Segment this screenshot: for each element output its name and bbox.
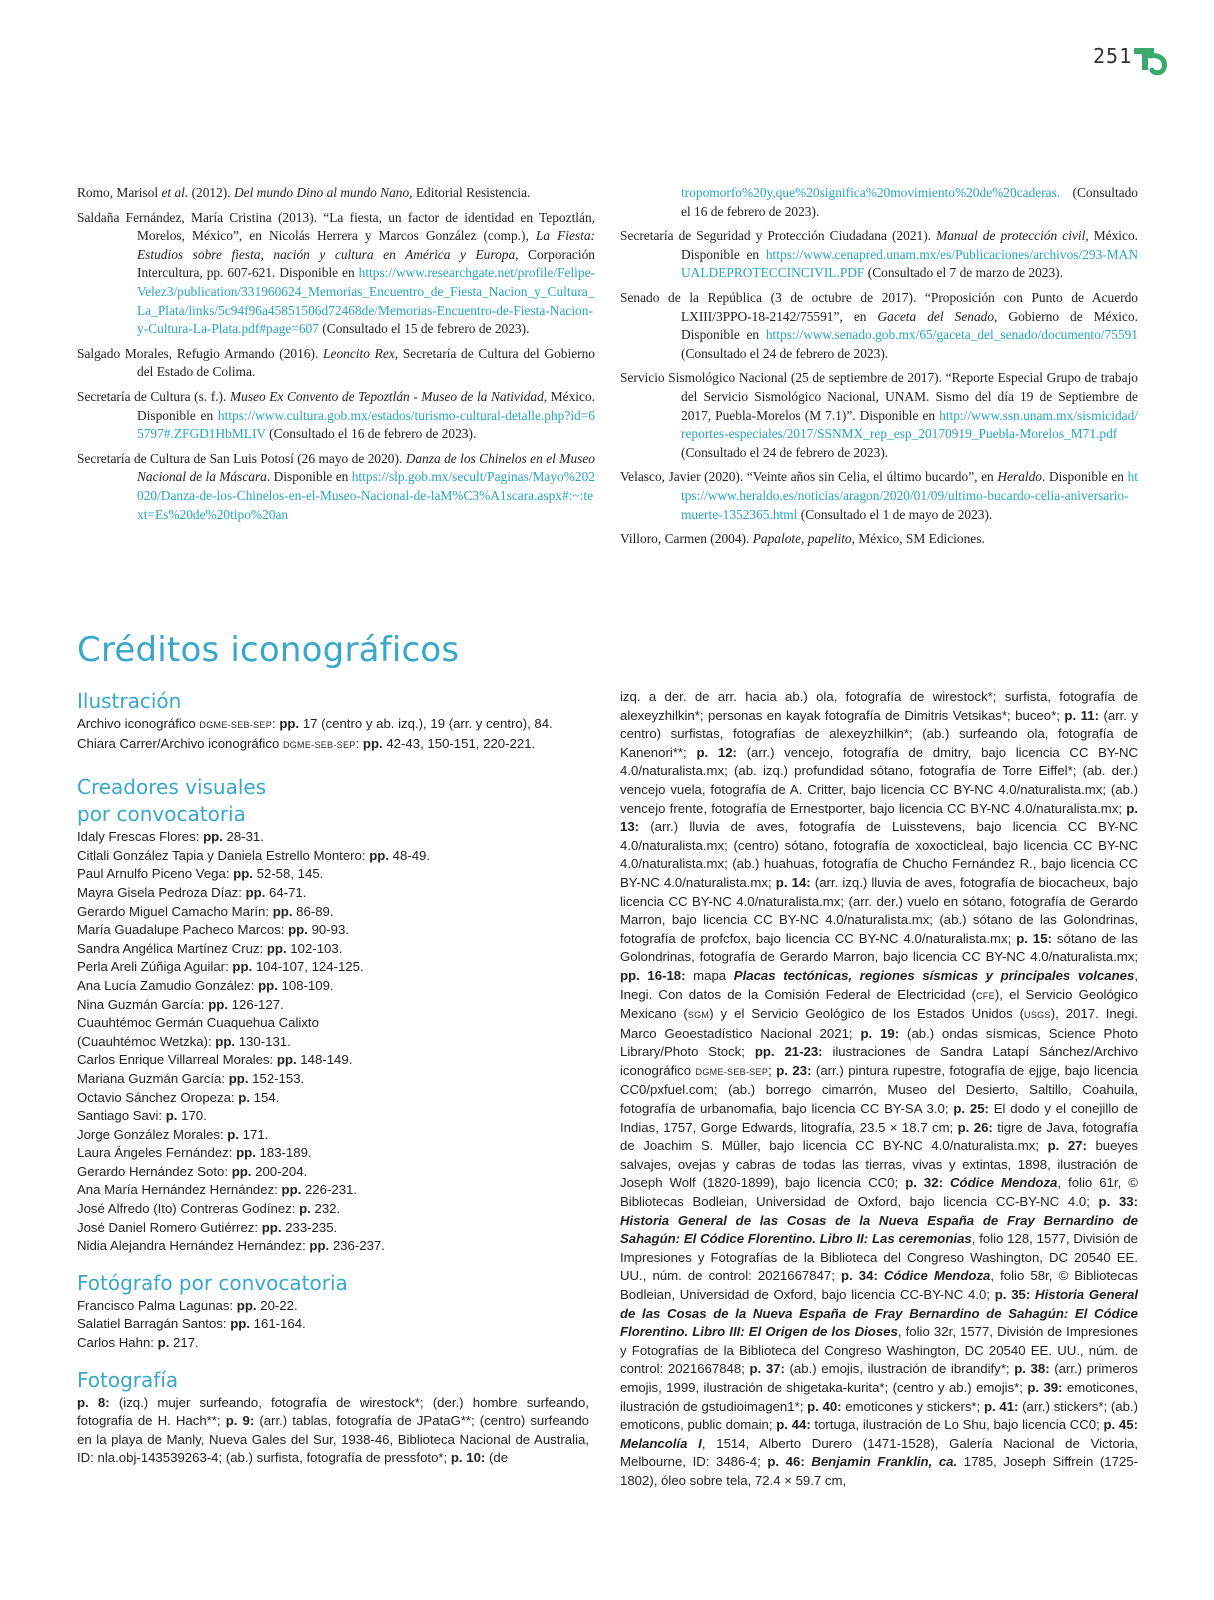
text-run: p. 45:: [1103, 1417, 1138, 1433]
text-run: (arr.) lluvia de aves, fotografía de Luisstevens, bajo licencia CC BY-NC 4.0/naturalista.mx; (centro) sótano, fotografía de xoxocticleal, bajo licencia CC BY-NC 4.0/naturalista.mx; (ab.) huahuas, fotografía de Chucho Fernández R., bajo licencia CC BY-NC 4.0/naturalista.mx;: [620, 819, 1138, 890]
reference-consulted: (Consultado el 24 de febrero de 2023).: [681, 444, 889, 460]
text-run: p. 10:: [450, 1450, 486, 1466]
credit-page-label: p.: [227, 1126, 239, 1142]
credit-page-label: pp.: [232, 959, 253, 975]
credit-item: [77, 1334, 589, 1353]
text-run: Historia General de las Cosas de la Nueva España de Fray Bernardino de Sahagún: El Códice Florentino. Libro III: El Origen de los Dioses: [620, 1287, 1139, 1340]
text-run: , folio 32r, 1577, División de Impresiones y Fotografías de la Biblioteca del Congreso Washington, DC 20540 EE. UU., núm. de control: 2021667848;: [620, 1324, 1138, 1377]
credit-name: Cuauhtémoc Germán Cuaquehua Calixto: [77, 1015, 319, 1031]
references-left-column: [77, 184, 595, 530]
text-run: p. 39:: [1027, 1379, 1063, 1395]
reference-publisher: , México. Disponible en: [681, 228, 1138, 262]
credit-pages: 102-103.: [286, 940, 343, 956]
reference-entry: [77, 450, 595, 524]
illustration-text: [77, 715, 589, 754]
credit-pages: 154.: [250, 1089, 280, 1105]
text-run: pp.: [279, 716, 300, 731]
text-run: DGME-SEB-SEP: [695, 1066, 769, 1077]
credit-page-label: p.: [299, 1201, 311, 1217]
text-run: mapa: [685, 967, 734, 983]
photography-text-left: [77, 1394, 589, 1468]
reference-entry: [620, 369, 1138, 462]
credit-item: [77, 958, 589, 977]
reference-link[interactable]: https://www.senado.gob.mx/65/gaceta_del_senado/documento/75591: [765, 327, 1138, 343]
text-run: DGME-SEB-SEP: [282, 739, 356, 750]
text-run: p. 19:: [860, 1025, 900, 1041]
text-run: p. 27:: [1047, 1138, 1087, 1154]
creators-list: [77, 828, 589, 1256]
text-run: pp. 16-18:: [620, 967, 686, 983]
text-run: Melancolía I: [620, 1435, 702, 1451]
text-run: ;: [768, 1062, 777, 1078]
credit-page-label: p.: [165, 1108, 178, 1124]
credit-item: [77, 1200, 589, 1219]
text-run: ), el Servicio Geológico Mexicano (: [620, 986, 1138, 1022]
credit-name: Francisco Palma Lagunas:: [77, 1297, 237, 1313]
credit-name: Santiago Savi:: [77, 1108, 166, 1124]
credit-item: [77, 1219, 589, 1238]
reference-entry: [77, 388, 595, 444]
reference-entry: [620, 468, 1138, 524]
text-run: p. 13:: [620, 800, 1138, 835]
credit-pages: 183-189.: [255, 1145, 312, 1161]
reference-publisher: , Gobierno de México. Disponible en: [681, 308, 1138, 343]
text-run: , folio 61r, © Bibliotecas Bodleian, Universidad de Oxford, bajo licencia CC-BY-NC 4.0;: [620, 1175, 1138, 1210]
credit-item: [77, 1014, 589, 1033]
reference-link[interactable]: tropomorfo%20y,que%20significa%20movimiento%20de%20caderas.: [681, 185, 1061, 200]
credit-item: [77, 1107, 589, 1126]
credit-name: Paul Arnulfo Piceno Vega:: [77, 866, 234, 882]
credit-item: [77, 977, 589, 996]
text-run: p. 11:: [1064, 707, 1099, 723]
creators-heading-line1: Creadores visuales: [77, 775, 267, 800]
reference-entry: [620, 289, 1138, 363]
text-run: p. 37:: [749, 1361, 785, 1377]
text-run: (arr. y centro) surfistas, fotografías de alexeyzhilkin*; (ab.) surfeando ola, fotografía de Kanenori**;: [620, 707, 1139, 760]
text-run: , folio 128, 1577, División de Impresiones y Fotografías de la Biblioteca del Congreso Washington, DC 20540 EE. UU., núm. de control: 2021667847;: [620, 1231, 1138, 1284]
text-run: (ab.) emojis, ilustración de ibrandify*;: [784, 1361, 1015, 1377]
credit-name: José Daniel Romero Gutiérrez:: [77, 1219, 262, 1235]
text-run: Códice Mendoza: [883, 1268, 991, 1284]
credit-page-label: p.: [238, 1089, 250, 1105]
reference-publisher: , Secretaría de Cultura del Gobierno del Estado de Colima.: [137, 345, 595, 380]
reference-year: (2012).: [188, 185, 234, 200]
credit-name: Citlali González Tapia y Daniela Estrello Montero:: [77, 847, 370, 863]
credit-page-label: pp.: [261, 1219, 282, 1235]
reference-entry: [620, 227, 1138, 283]
text-run: 17 (centro y ab. izq.), 19 (arr. y centro), 84. Chiara Carrer/Archivo iconográfico: [77, 716, 553, 751]
text-run: ilustraciones de Sandra Latapí Sánchez/Archivo iconográfico: [620, 1044, 1138, 1078]
credit-name: Gerardo Hernández Soto:: [77, 1163, 232, 1179]
credit-pages: 148-149.: [296, 1052, 353, 1068]
text-run: 1785, Joseph Siffrein (1725-1802), óleo sobre tela, 72.4 × 59.7 cm,: [620, 1454, 1138, 1488]
photography-text-right: [620, 688, 1138, 1491]
credit-name: (Cuauhtémoc Wetzka):: [77, 1033, 216, 1049]
text-run: :: [272, 716, 280, 731]
credit-name: Salatiel Barragán Santos:: [77, 1316, 231, 1332]
text-run: tortuga, ilustración de Lo Shu, bajo licencia CC0;: [810, 1417, 1104, 1433]
reference-title: Heraldo: [997, 469, 1042, 485]
credit-pages: 226-231.: [301, 1182, 358, 1198]
photography-heading: Fotografía: [77, 1367, 179, 1392]
credit-item: [77, 884, 589, 903]
reference-link[interactable]: https://slp.gob.mx/secult/Paginas/Mayo%202020/Danza-de-los-Chinelos-en-el-Museo-Nacional-de-laM%C3%A1scara.aspx#:~:text=Es%20de%20tipo%20an: [137, 469, 595, 522]
reference-consulted: (Consultado el 16 de febrero de 2023).: [681, 185, 1138, 219]
credit-name: Octavio Sánchez Oropeza:: [77, 1089, 239, 1105]
credit-name: Gerardo Miguel Camacho Marín:: [77, 903, 273, 919]
credit-pages: 52-58, 145.: [252, 866, 324, 882]
reference-author: Villoro, Carmen (2004).: [620, 531, 753, 547]
reference-link[interactable]: https://www.cultura.gob.mx/estados/turismo-cultural-detalle.php?id=65797#.ZFGD1HbMLIV: [137, 407, 595, 442]
credit-name: Carlos Hahn:: [77, 1335, 158, 1351]
text-run: , Inegi. Con datos de la Comisión Federal de Electricidad (: [620, 967, 1138, 1002]
reference-author: Secretaría de Cultura de San Luis Potosí (26 mayo de 2020).: [77, 450, 406, 466]
text-run: p. 9:: [225, 1413, 255, 1429]
text-run: Historia General de las Cosas de la Nueva España de Fray Bernardino de Sahagún: El Códice Florentino. Libro II: Las ceremonias: [620, 1212, 1138, 1247]
credit-pages: 152-153.: [248, 1070, 305, 1086]
reference-publisher: , Corporación Intercultura, pp. 607-621. Disponible en: [137, 246, 595, 281]
text-run: (arr. izq.) lluvia de aves, fotografía de biocacheux, bajo licencia CC BY-NC 4.0/naturalista.mx; (arr. der.) vuelo en sótano, fotografía de Gerardo Marron, bajo licencia CC BY-NC 4.0/naturalista.mx; (ab.) sótano de las Golondrinas, fotografía de profcfox, bajo licencia CC BY-NC 4.0/naturalista.mx;: [620, 874, 1138, 946]
text-run: (izq.) mujer surfeando, fotografía de wirestock*; (der.) hombre surfeando, fotografía de H. Hach**;: [77, 1394, 590, 1429]
text-run: tigre de Java, fotografía de Joachim S. Müller, bajo licencia CC BY-NC 4.0/naturalista.mx;: [620, 1119, 1138, 1154]
credit-item: [77, 921, 589, 940]
illustration-heading: Ilustración: [77, 689, 182, 713]
publisher-logo-icon: [1132, 44, 1168, 76]
text-run: (de: [485, 1450, 509, 1466]
credit-item: [77, 1126, 589, 1145]
credit-page-label: pp.: [281, 1182, 302, 1198]
text-run: CFE: [976, 990, 995, 1001]
reference-entry: [77, 345, 595, 382]
credit-page-label: pp.: [236, 1145, 256, 1161]
credit-page-label: pp.: [288, 922, 308, 938]
reference-link[interactable]: https://www.heraldo.es/noticias/aragon/2020/01/09/ultimo-bucardo-celia-aniversario-muerte-1352365.html: [681, 469, 1139, 522]
credit-item: [77, 1163, 589, 1182]
text-run: , 1514, Alberto Durero (1471-1528), Galería Nacional de Victoria, Melbourne, ID: 3486-4;: [620, 1435, 1138, 1470]
text-run: p. 26:: [957, 1119, 993, 1135]
credit-page-label: pp.: [203, 829, 223, 845]
text-run: p. 32:: [905, 1175, 943, 1191]
credit-name: Mariana Guzmán García:: [77, 1070, 229, 1086]
reference-title: Leoncito Rex: [323, 345, 395, 361]
credit-page-label: pp.: [309, 1238, 330, 1254]
credits-right-column: [620, 688, 1138, 1491]
credit-pages: 232.: [310, 1201, 341, 1217]
text-run: emoticones, ilustración de gstudioimagen1*;: [620, 1379, 1138, 1414]
references-right-column: [620, 184, 1138, 555]
text-run: :: [355, 735, 363, 751]
reference-author: Senado de la República (3 de octubre de 2017). “Proposición con Punto de Acuerdo LXIII/3PPO-18-2142/75591”, en: [620, 289, 1138, 324]
reference-publisher: , México, SM Ediciones.: [851, 531, 985, 547]
text-run: p. 8:: [77, 1394, 110, 1410]
text-run: p. 15:: [1016, 930, 1052, 946]
text-run: (arr.) primeros emojis, 1999, ilustración de shigetaka-kurita*; (centro y ab.) emojis*;: [620, 1361, 1138, 1395]
text-run: , folio 58r, © Bibliotecas Bodleian, Universidad de Oxford, bajo licencia CC-BY-NC 4.0;: [620, 1268, 1139, 1302]
credit-pages: 20-22.: [256, 1297, 298, 1313]
credit-pages: 126-127.: [227, 996, 284, 1012]
reference-author: Servicio Sismológico Nacional (25 de septiembre de 2017). “Reporte Especial Grupo de trabajo del Servicio Sismológico Nacional, UNAM. Sismo del día 19 de Septiembre de 2017, Puebla-Morelos (M 7.1)”. Disponible en: [620, 370, 1138, 423]
credit-name: Laura Ángeles Fernández:: [77, 1145, 237, 1161]
credit-pages: 104-107, 124-125.: [252, 959, 364, 975]
text-run: pp.: [362, 735, 383, 751]
credit-item: [77, 996, 589, 1015]
text-run: (arr.) stickers*; (ab.) emoticons, public domain;: [620, 1398, 1139, 1433]
text-run: p. 14:: [775, 874, 811, 890]
credit-page-label: pp.: [266, 940, 287, 956]
reference-consulted: (Consultado el 15 de febrero de 2023).: [318, 321, 530, 337]
reference-consulted: (Consultado el 16 de febrero de 2023).: [265, 426, 477, 442]
reference-etal: et al.: [161, 185, 189, 200]
text-run: p. 38:: [1014, 1361, 1050, 1377]
reference-link[interactable]: https://www.cenapred.unam.mx/es/Publicaciones/archivos/293-MANUALDEPROTECCINCIVIL.PDF: [681, 246, 1138, 281]
credits-left-column: [77, 688, 589, 1468]
credit-name: Perla Areli Zúñiga Aguilar:: [77, 959, 233, 975]
reference-title: Del mundo Dino al mundo Nano: [233, 185, 410, 200]
text-run: p. 23:: [776, 1062, 812, 1078]
credit-page-label: pp.: [258, 977, 278, 993]
reference-entry: [77, 184, 595, 203]
reference-link[interactable]: http://www.ssn.unam.mx/sismicidad/reportes-especiales/2017/SSNMX_rep_esp_20170919_Puebla-Morelos_M71.pdf: [681, 407, 1138, 442]
text-run: (arr.) tablas, fotografía de JPataG**; (centro) surfeando en la playa de Manly, Nueva Gales del Sur, 1938-46, Biblioteca Nacional de Australia, ID: nla.obj-143539263-4; (ab.) surfista, fotografía de pressfoto*;: [77, 1413, 589, 1466]
credit-name: Jorge González Morales:: [77, 1126, 228, 1142]
credit-page-label: pp.: [230, 1316, 250, 1332]
text-run: p. 35:: [994, 1287, 1031, 1302]
credit-item: [77, 1033, 589, 1052]
text-run: (arr.) vencejo, fotografía de dmitry, bajo licencia CC BY-NC 4.0/naturalista.mx; (ab. izq.) profundidad sótano, fotografía de Torre Eiffel*; (ab. der.) vencejo vuela, fotografía de A. Critter, bajo licencia CC BY-NC 4.0/naturalista.mx; (ab.) vencejo frente, fotografía de Ernestporter, bajo licencia CC BY-NC 4.0/naturalista.mx;: [620, 744, 1138, 816]
text-run: (arr.) pintura rupestre, fotografía de ejjge, bajo licencia CC0/pxfuel.com; (ab.) borrego cimarrón, Museo del Desierto, Saltillo, Coahuila, fotografía de urbanomafia, bajo licencia CC BY-SA 3.0;: [620, 1062, 1138, 1117]
credit-pages: 171.: [239, 1126, 269, 1142]
text-run: p. 44:: [776, 1417, 811, 1433]
credit-item: [77, 865, 589, 884]
credit-item: [77, 940, 589, 959]
credit-pages: 170.: [177, 1108, 207, 1124]
credit-page-label: p.: [157, 1335, 170, 1351]
credit-pages: 64-71.: [265, 884, 307, 900]
photographer-list: [77, 1297, 589, 1353]
reference-consulted: (Consultado el 1 de mayo de 2023).: [797, 506, 993, 522]
credit-name: Sandra Angélica Martínez Cruz:: [77, 940, 267, 956]
credit-name: María Guadalupe Pacheco Marcos:: [77, 922, 289, 938]
reference-publisher: . Disponible en: [1042, 469, 1128, 485]
text-run: [943, 1175, 950, 1190]
text-run: Códice Mendoza: [950, 1175, 1058, 1191]
text-run: p. 41:: [983, 1398, 1019, 1414]
reference-entry: [77, 209, 595, 339]
reference-link[interactable]: https://www.researchgate.net/profile/Felipe-Velez3/publication/331960624_Memorias_Encuentro_de_Fiesta_Nacion_y_Cultura_La_Plata/links/5c94f96a45851506d72468de/Memorias-Encuentro-de-Fiesta-Nacion-y-Cultura-La-Plata.pdf#page=607: [137, 265, 595, 337]
text-run: izq. a der. de arr. hacia ab.) ola, fotografía de wirestock*; surfista, fotografía de alexeyzhilkin*; personas en kayak fotografía de Dimitris Vetsikas*; buceo*;: [620, 689, 1138, 723]
credit-item: [77, 847, 589, 866]
credit-pages: 90-93.: [307, 922, 349, 938]
credit-pages: 86-89.: [292, 903, 334, 919]
credit-page-label: pp.: [228, 1070, 249, 1086]
reference-publisher: , Editorial Resistencia.: [409, 185, 531, 200]
reference-author: Secretaría de Seguridad y Protección Ciudadana (2021).: [620, 228, 937, 244]
credit-item: [77, 1297, 589, 1316]
text-run: bueyes salvajes, ovejas y cabras de todas las tierras, vivas y extintas, 1898, ilustración de Joseph Wolf (1820-1899), bajo licencia CC0;: [620, 1138, 1138, 1191]
text-run: ) y el Servicio Geológico de los Estados Unidos (: [709, 1006, 1025, 1022]
credit-item: [77, 1051, 589, 1070]
credit-page-label: pp.: [272, 903, 293, 919]
credit-item: [77, 1315, 589, 1334]
reference-author: Velasco, Javier (2020). “Veinte años sin Celia, el último bucardo”, en: [620, 469, 998, 485]
credit-name: Nidia Alejandra Hernández Hernández:: [77, 1238, 310, 1254]
text-run: El dodo y el conejillo de Indias, 1757, Gorge Edwards, litografía, 23.5 × 18.7 cm;: [620, 1101, 1138, 1135]
reference-title: Manual de protección civil: [936, 228, 1086, 244]
reference-author: Salgado Morales, Refugio Armando (2016).: [77, 345, 324, 361]
credit-item: [77, 1089, 589, 1108]
text-run: p. 40:: [807, 1398, 842, 1414]
reference-consulted: (Consultado el 24 de febrero de 2023).: [681, 345, 889, 361]
reference-author: Romo, Marisol: [77, 185, 162, 200]
creators-heading-line2: por convocatoria: [77, 802, 246, 827]
reference-title: Papalote, papelito: [752, 531, 852, 547]
text-run: sótano de las Golondrinas, fotografía de Gerardo Marron, bajo licencia CC BY-NC 4.0/naturalista.mx;: [620, 930, 1138, 965]
credit-pages: 200-204.: [251, 1163, 308, 1179]
reference-author: Saldaña Fernández, María Cristina (2013). “La fiesta, un factor de identidad en Tepoztlán, Morelos, México”, en Nicolás Herrera y Marcos González (comp.),: [77, 209, 595, 244]
credit-page-label: pp.: [236, 1297, 257, 1313]
credit-page-label: pp.: [233, 866, 253, 882]
credit-name: Ana María Hernández Hernández:: [77, 1182, 282, 1198]
credit-name: Ana Lucía Zamudio González:: [77, 977, 259, 993]
credit-pages: 108-109.: [277, 977, 334, 993]
credit-name: Mayra Gisela Pedroza Díaz:: [77, 884, 246, 900]
text-run: (ab.) ondas sísmicas, Science Photo Library/Photo Stock;: [620, 1025, 1138, 1060]
reference-consulted: (Consultado el 7 de marzo de 2023).: [864, 265, 1063, 281]
reference-title: La Fiesta: Estudios sobre fiesta, nación y cultura en América y Europa: [137, 228, 596, 262]
text-run: USGS: [1024, 1010, 1051, 1021]
text-run: SGM: [687, 1010, 710, 1021]
reference-title: Gaceta del Senado: [877, 308, 995, 324]
text-run: p. 46:: [767, 1454, 805, 1470]
reference-author: Secretaría de Cultura (s. f.).: [77, 388, 230, 404]
credit-item: [77, 1070, 589, 1089]
credit-pages: 233-235.: [281, 1219, 338, 1235]
text-run: Placas tectónicas, regiones sísmicas y principales volcanes: [733, 967, 1135, 983]
credit-pages: 130-131.: [235, 1033, 291, 1049]
credit-pages: 236-237.: [329, 1238, 385, 1254]
reference-title: Danza de los Chinelos en el Museo Nacional de la Máscara: [137, 450, 595, 485]
reference-publisher: . Disponible en: [266, 469, 352, 485]
credit-name: José Alfredo (Ito) Contreras Godínez:: [77, 1201, 300, 1217]
credit-item: [77, 1181, 589, 1200]
text-run: Archivo iconográfico: [77, 716, 200, 731]
photographer-heading: Fotógrafo por convocatoria: [77, 1270, 348, 1295]
reference-entry: [620, 530, 1138, 549]
credit-pages: 28-31.: [222, 829, 264, 845]
credit-item: [77, 828, 589, 847]
credit-page-label: pp.: [231, 1163, 252, 1179]
credit-page-label: pp.: [276, 1052, 297, 1068]
reference-publisher: , México. Disponible en: [137, 388, 595, 423]
text-run: p. 25:: [953, 1101, 989, 1117]
text-run: emoticones y stickers*;: [841, 1398, 984, 1414]
credit-page-label: pp.: [215, 1033, 236, 1049]
credit-name: Idaly Frescas Flores:: [77, 829, 204, 845]
text-run: 42-43, 150-151, 220-221.: [382, 735, 536, 751]
credit-name: Carlos Enrique Villarreal Morales:: [77, 1052, 277, 1068]
text-run: p. 33:: [1098, 1194, 1138, 1210]
credit-pages: 217.: [169, 1335, 199, 1351]
text-run: p. 12:: [696, 744, 737, 760]
credit-name: Nina Guzmán García:: [77, 996, 209, 1012]
credit-page-label: pp.: [245, 884, 266, 900]
text-run: DGME-SEB-SEP: [199, 720, 273, 730]
credit-item: [77, 1237, 589, 1256]
text-run: Benjamin Franklin, ca.: [811, 1454, 958, 1470]
credit-page-label: pp.: [208, 996, 228, 1012]
text-run: p. 34:: [840, 1268, 878, 1284]
reference-continuation: [620, 184, 1138, 221]
credit-item: [77, 1144, 589, 1163]
reference-title: Museo Ex Convento de Tepoztlán - Museo de la Natividad: [229, 388, 544, 404]
credit-item: [77, 903, 589, 922]
text-run: ), 2017. Inegi. Marco Geoestadístico Nacional 2021;: [620, 1006, 1138, 1041]
credits-title: Créditos iconográficos: [77, 630, 460, 670]
credit-pages: 161-164.: [250, 1316, 306, 1332]
text-run: pp. 21-23:: [754, 1044, 823, 1060]
credit-pages: 48-49.: [389, 847, 431, 863]
page-number: 251: [1093, 44, 1133, 68]
credit-page-label: pp.: [369, 847, 389, 863]
